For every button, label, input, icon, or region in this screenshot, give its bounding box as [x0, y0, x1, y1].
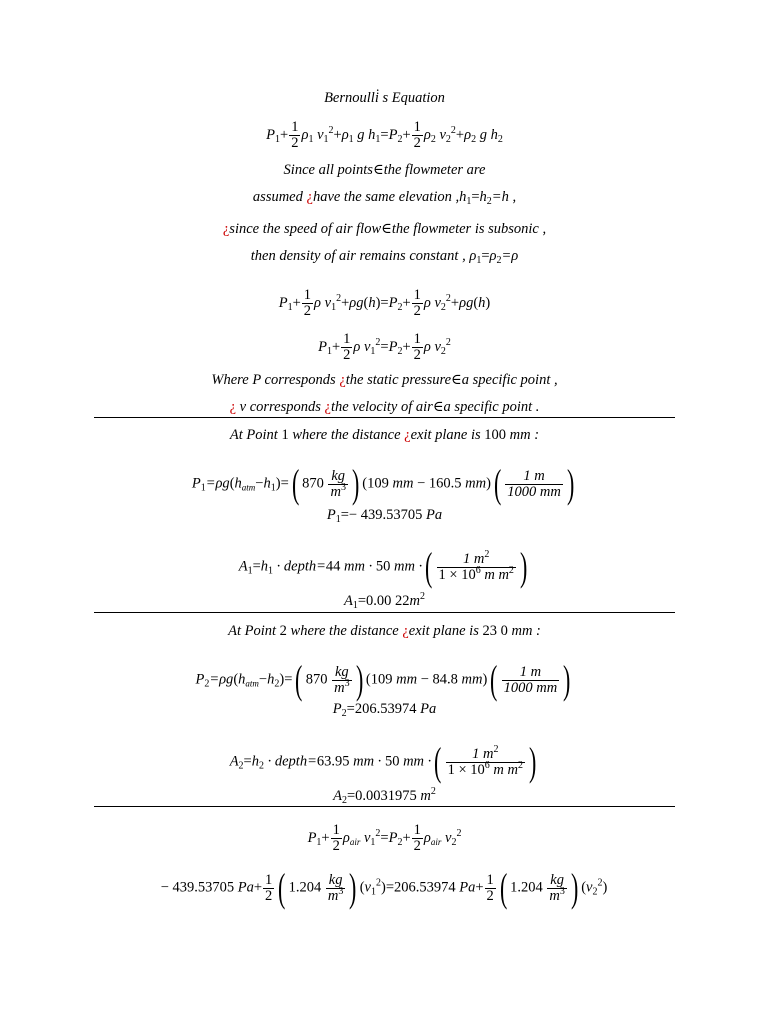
point1-pressure-result: $P_1=- 439.53705$ Pa — [326, 507, 443, 525]
section-divider — [94, 612, 675, 613]
point2-area-equation: $A_2=h_2$ · depth=63.95 mm · 50 mm ·( $\frac{1 m^2}{1 \times 10^6 m m^2}$ ) — [229, 739, 537, 784]
point2-pressure-equation: $P_2=\rho g(h_{atm}-h_2)=$( 870 $\frac{kg}{m^3}$ ) (109 mm − 84.8 mm)( $\frac{1 m}{1000 mm}$ ) — [195, 657, 571, 702]
text-line: ¿since the speed of air flow∈the flowmeter is subsonic , — [222, 221, 547, 237]
bernoulli-air-equation: $P_1+$ $\frac{1}{2}$ $\rho_{air}$ $v_1^2=P_2+$ $\frac{1}{2}$ $\rho_{air}$ $v_2^2$ — [307, 822, 462, 854]
bernoulli-simplified: $P_1+$ $\frac{1}{2}$ ρ $v_1^2=P_2+$ $\frac{1}{2}$ ρ $v_2^2$ — [318, 331, 451, 363]
point1-heading: At Point 1 where the distance ¿exit plane is 100 mm : — [229, 427, 540, 443]
bernoulli-constant-density: $P_1+$ $\frac{1}{2}$ ρ $v_1^2+\rho g(h)=P_2+$ $\frac{1}{2}$ ρ $v_2^2+\rho g(h)$ — [278, 287, 491, 319]
point2-area-result: $A_2=0.0031975$ $m^2$ — [333, 786, 436, 806]
text-line: then density of air remains constant , $\rho_1=\rho_2=\rho$ — [250, 248, 519, 266]
text-line: Since all points∈the flowmeter are — [283, 162, 486, 178]
bernoulli-substituted-equation: − 439.53705 Pa+ $\frac{1}{2}$ ( 1.204 $\frac{kg}{m^3}$ ) $(v_1^2)=206.53974$ Pa+ $\frac{1}{2}$ ( 1.204 $\frac{kg}{m^3}$ ) $(v_2^2)$ — [160, 865, 608, 910]
section-title: Bernoulli s Equation — [324, 90, 445, 106]
point1-area-equation: $A_1=h_1$ · depth=44 mm · 50 mm ·( $\frac{1 m^2}{1 \times 10^6 m m^2}$ ) — [238, 544, 528, 589]
text-line: assumed ¿have the same elevation $,h_1=h_2=h$ , — [252, 189, 517, 207]
point1-pressure-equation: $P_1=\rho g(h_{atm}-h_1)=$( 870 $\frac{kg}{m^3}$ ) (109 mm − 160.5 mm)( $\frac{1 m}{1000 mm}$ ) — [191, 461, 575, 506]
text-line: ¿ v corresponds ¿the velocity of air∈a specific point . — [229, 399, 540, 415]
text-line: Where P corresponds ¿the static pressure∈a specific point , — [211, 372, 558, 388]
bernoulli-equation: $P_1+$ $\frac{1}{2}$ $\rho_1$ $v_1^2+\rho_1$ g $h_1=P_2+$ $\frac{1}{2}$ $\rho_2$ $v_2^2+\rho_2$ g $h_2$ — [266, 119, 503, 151]
point1-area-result: $A_1=0.00$ $22m^2$ — [343, 591, 426, 611]
point2-pressure-result: $P_2=206.53974$ Pa — [332, 701, 437, 719]
point2-heading: At Point 2 where the distance ¿exit plane is 23 0 mm : — [228, 623, 541, 639]
section-divider — [94, 417, 675, 418]
section-divider — [94, 806, 675, 807]
